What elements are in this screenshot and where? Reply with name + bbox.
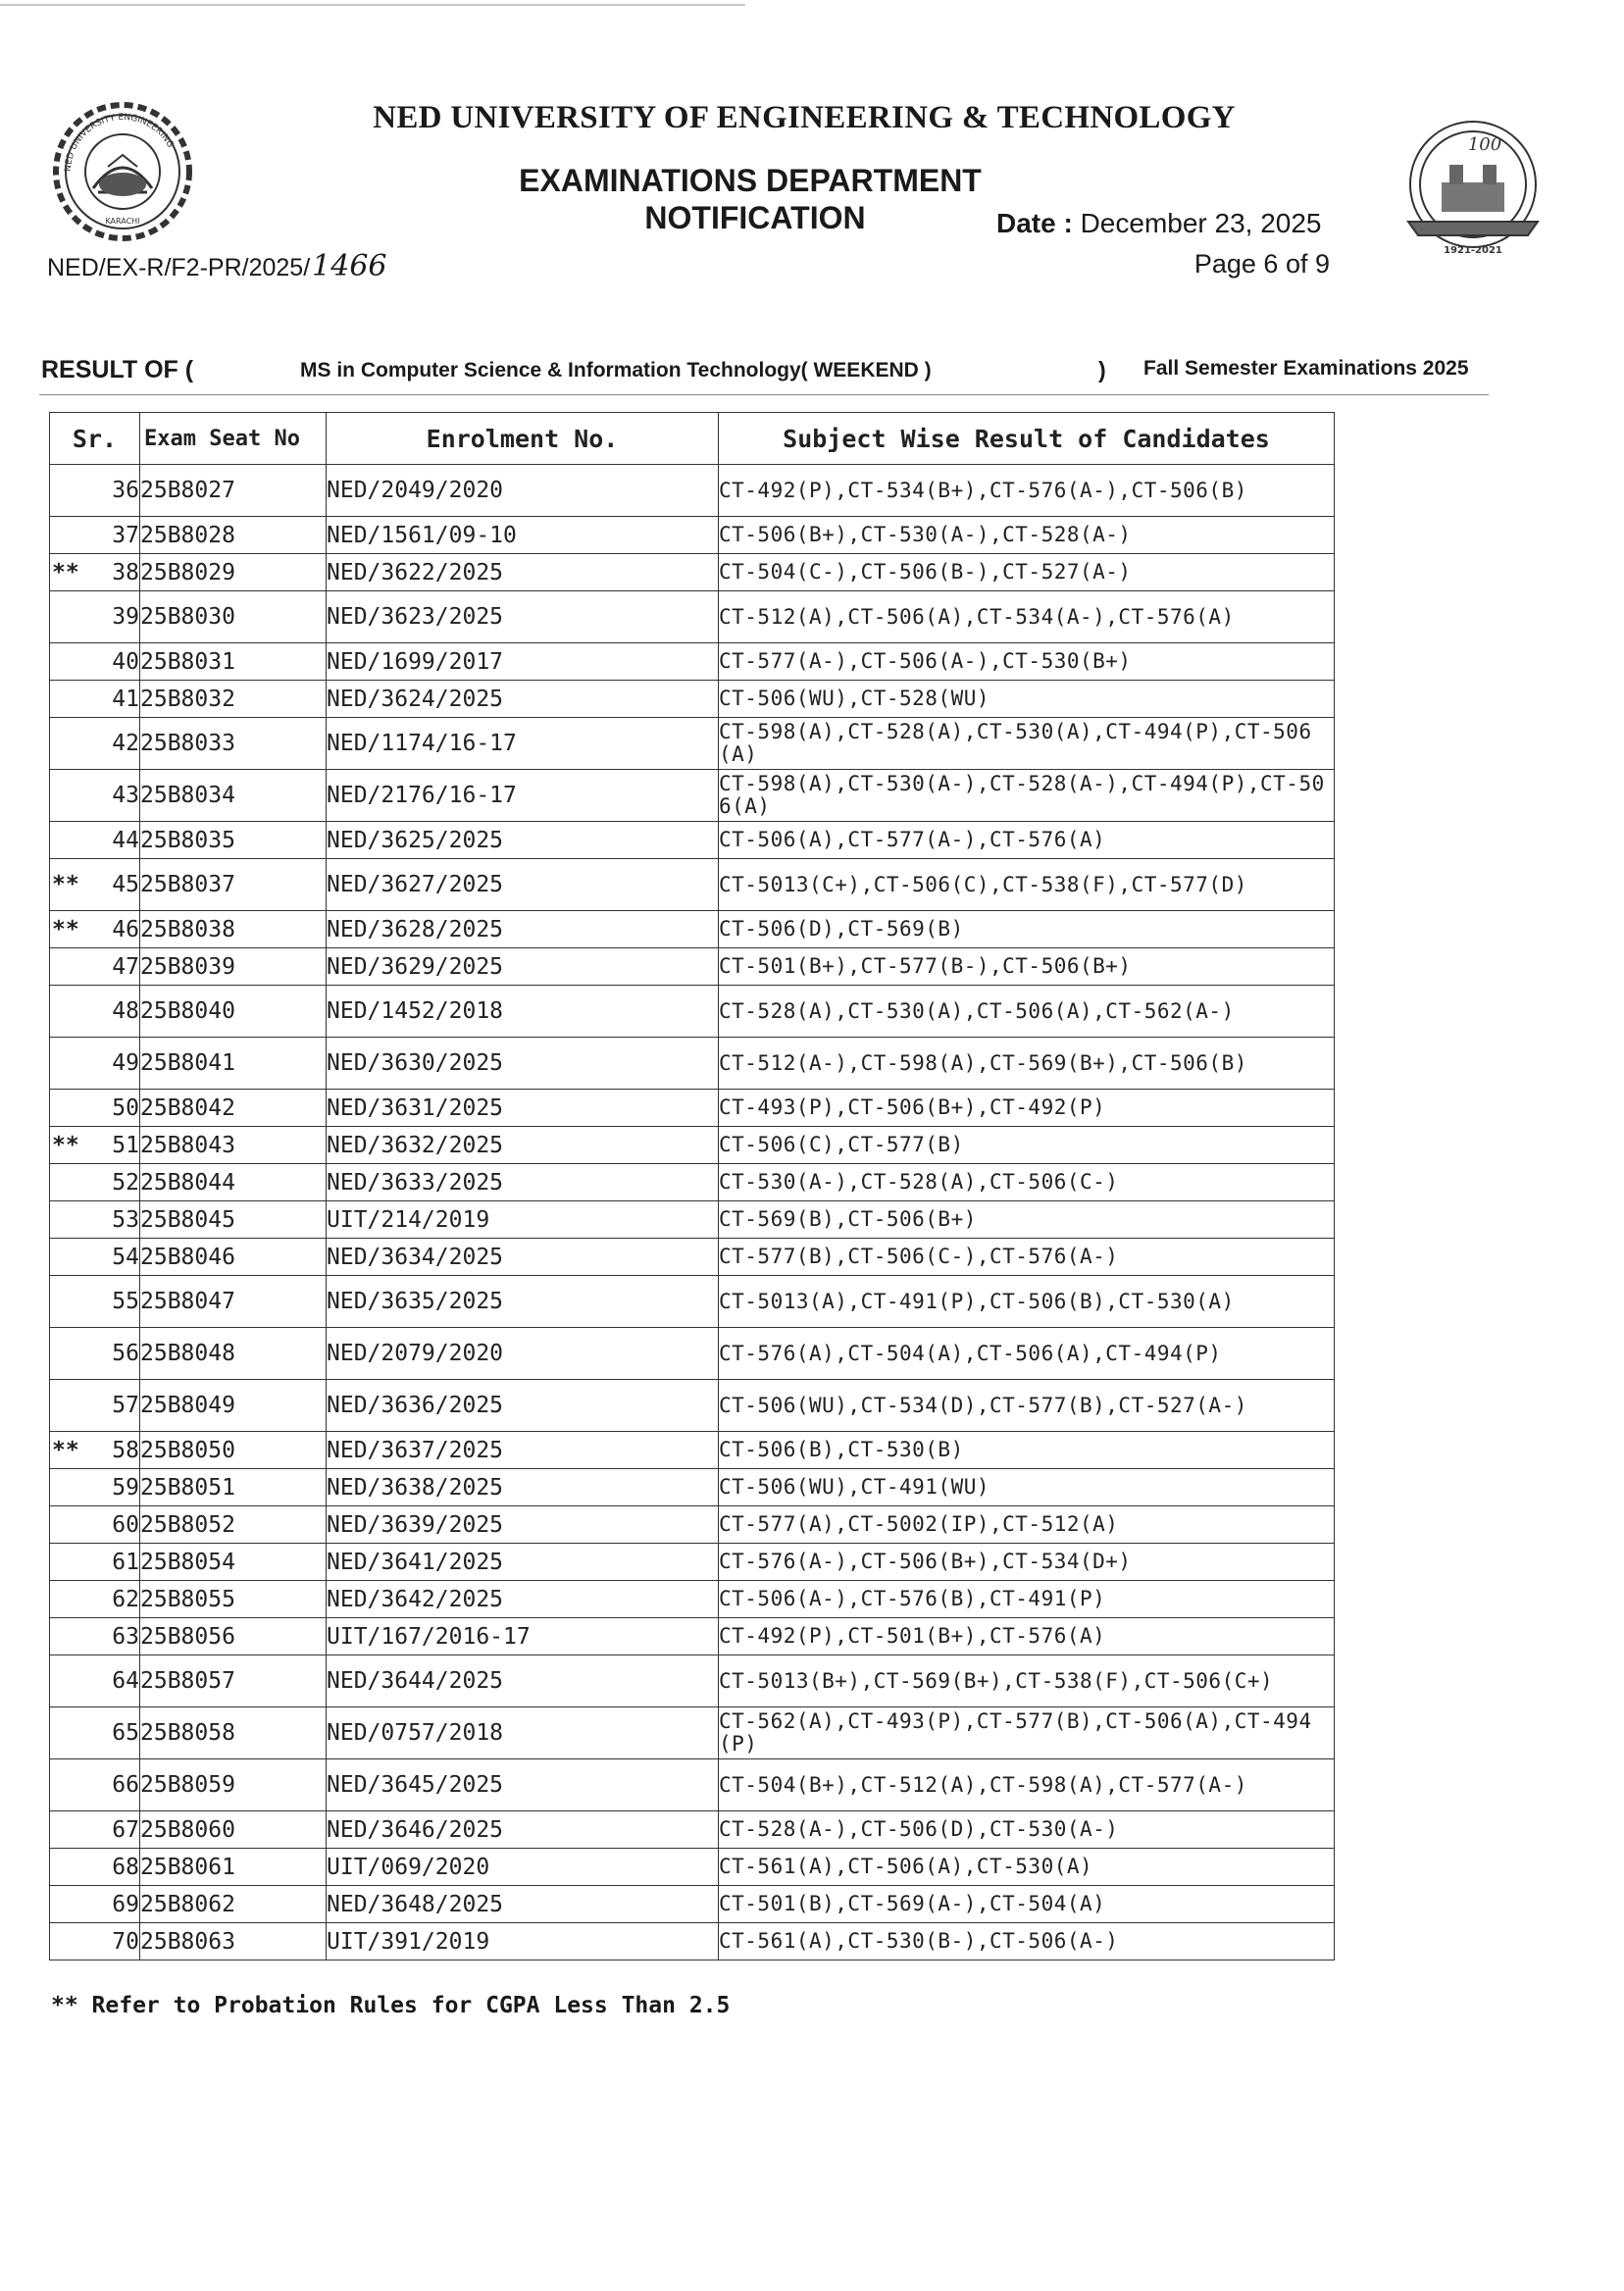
cell-sr <box>50 1506 140 1544</box>
cell-exam-seat-no: 25B8055 <box>140 1581 327 1618</box>
cell-subject-result: CT-562(A),CT-493(P),CT-577(B),CT-506(A),CT-494(P) <box>719 1707 1335 1759</box>
table-header-row <box>50 413 1335 465</box>
cell-enrolment-no: NED/3648/2025 <box>327 1886 719 1923</box>
serial-number: 51 <box>112 1132 139 1158</box>
cell-enrolment-no: NED/3634/2025 <box>327 1239 719 1276</box>
cell-sr <box>50 1201 140 1239</box>
cell-sr <box>50 1380 140 1432</box>
cell-sr <box>50 1328 140 1380</box>
serial-number: 44 <box>112 827 139 853</box>
date-label: Date : <box>996 208 1073 238</box>
cell-enrolment-no: NED/3629/2025 <box>327 948 719 986</box>
table-row <box>50 1655 1335 1707</box>
table-row <box>50 1469 1335 1506</box>
results-table-body <box>50 465 1335 1960</box>
cell-exam-seat-no: 25B8039 <box>140 948 327 986</box>
date-line <box>996 208 1330 239</box>
cell-enrolment-no: UIT/167/2016-17 <box>327 1618 719 1655</box>
probation-mark: ** <box>52 1132 79 1158</box>
table-row <box>50 517 1335 554</box>
cell-sr <box>50 1618 140 1655</box>
serial-number: 66 <box>112 1772 139 1798</box>
cell-exam-seat-no: 25B8048 <box>140 1328 327 1380</box>
table-row <box>50 1759 1335 1811</box>
cell-sr <box>50 1759 140 1811</box>
cell-exam-seat-no: 25B8033 <box>140 718 327 770</box>
table-row <box>50 718 1335 770</box>
cell-enrolment-no: NED/3625/2025 <box>327 822 719 859</box>
cell-exam-seat-no: 25B8042 <box>140 1090 327 1127</box>
cell-exam-seat-no: 25B8029 <box>140 554 327 591</box>
cell-exam-seat-no: 25B8028 <box>140 517 327 554</box>
serial-number: 54 <box>112 1244 139 1270</box>
cell-sr <box>50 1038 140 1090</box>
result-of-label: RESULT OF ( <box>41 356 194 383</box>
serial-number: 68 <box>112 1854 139 1880</box>
table-row <box>50 1276 1335 1328</box>
table-row <box>50 1849 1335 1886</box>
scan-edge-line <box>0 4 745 6</box>
cell-subject-result: CT-569(B),CT-506(B+) <box>719 1201 1335 1239</box>
cell-subject-result: CT-506(A-),CT-576(B),CT-491(P) <box>719 1581 1335 1618</box>
cell-subject-result: CT-512(A),CT-506(A),CT-534(A-),CT-576(A) <box>719 591 1335 643</box>
serial-number: 38 <box>112 559 139 585</box>
header-exam-seat-no: Exam Seat No <box>140 413 327 465</box>
cell-subject-result: CT-561(A),CT-506(A),CT-530(A) <box>719 1849 1335 1886</box>
serial-number: 49 <box>112 1050 139 1076</box>
result-of-close-paren: ) <box>1098 357 1106 382</box>
cell-sr <box>50 822 140 859</box>
svg-text:100: 100 <box>1467 134 1502 155</box>
cell-subject-result: CT-506(WU),CT-528(WU) <box>719 681 1335 718</box>
probation-mark: ** <box>52 916 79 942</box>
cell-enrolment-no: NED/3641/2025 <box>327 1544 719 1581</box>
table-row <box>50 770 1335 822</box>
serial-number: 70 <box>112 1928 139 1955</box>
cell-exam-seat-no: 25B8049 <box>140 1380 327 1432</box>
serial-number: 39 <box>112 604 139 630</box>
cell-enrolment-no: NED/3642/2025 <box>327 1581 719 1618</box>
department-name: EXAMINATIONS DEPARTMENT <box>519 163 982 198</box>
notification-title: NOTIFICATION <box>644 200 866 235</box>
cell-sr <box>50 1239 140 1276</box>
serial-number: 41 <box>112 686 139 712</box>
table-row <box>50 1328 1335 1380</box>
cell-subject-result: CT-493(P),CT-506(B+),CT-492(P) <box>719 1090 1335 1127</box>
cell-sr <box>50 1164 140 1201</box>
cell-subject-result: CT-506(B+),CT-530(A-),CT-528(A-) <box>719 517 1335 554</box>
table-row <box>50 554 1335 591</box>
table-row <box>50 1090 1335 1127</box>
serial-number: 37 <box>112 522 139 548</box>
cell-exam-seat-no: 25B8056 <box>140 1618 327 1655</box>
cell-exam-seat-no: 25B8031 <box>140 643 327 681</box>
cell-exam-seat-no: 25B8034 <box>140 770 327 822</box>
svg-text:NED UNIVERSITY ENGINEERING: NED UNIVERSITY ENGINEERING <box>63 112 176 173</box>
table-row <box>50 986 1335 1038</box>
cell-enrolment-no: NED/3635/2025 <box>327 1276 719 1328</box>
cell-sr <box>50 1432 140 1469</box>
header-divider <box>39 394 1489 395</box>
cell-exam-seat-no: 25B8058 <box>140 1707 327 1759</box>
cell-enrolment-no: NED/1561/09-10 <box>327 517 719 554</box>
cell-subject-result: CT-506(WU),CT-491(WU) <box>719 1469 1335 1506</box>
serial-number: 47 <box>112 953 139 980</box>
cell-exam-seat-no: 25B8054 <box>140 1544 327 1581</box>
cell-subject-result: CT-492(P),CT-534(B+),CT-576(A-),CT-506(B) <box>719 465 1335 517</box>
university-name: NED UNIVERSITY OF ENGINEERING & TECHNOLOGY <box>373 100 1236 135</box>
serial-number: 57 <box>112 1393 139 1418</box>
cell-sr <box>50 1544 140 1581</box>
cell-sr <box>50 643 140 681</box>
cell-sr <box>50 1469 140 1506</box>
cell-subject-result: CT-506(B),CT-530(B) <box>719 1432 1335 1469</box>
serial-number: 58 <box>112 1437 139 1463</box>
cell-sr <box>50 1707 140 1759</box>
cell-subject-result: CT-506(WU),CT-534(D),CT-577(B),CT-527(A-) <box>719 1380 1335 1432</box>
cell-enrolment-no: NED/3627/2025 <box>327 859 719 911</box>
cell-subject-result: CT-492(P),CT-501(B+),CT-576(A) <box>719 1618 1335 1655</box>
cell-enrolment-no: NED/0757/2018 <box>327 1707 719 1759</box>
cell-subject-result: CT-5013(B+),CT-569(B+),CT-538(F),CT-506(C+) <box>719 1655 1335 1707</box>
cell-enrolment-no: NED/3630/2025 <box>327 1038 719 1090</box>
page-number: Page 6 of 9 <box>1193 249 1330 279</box>
serial-number: 59 <box>112 1474 139 1501</box>
cell-sr <box>50 1849 140 1886</box>
cell-enrolment-no: NED/3633/2025 <box>327 1164 719 1201</box>
cell-exam-seat-no: 25B8037 <box>140 859 327 911</box>
svg-text:1921-2021: 1921-2021 <box>1444 245 1502 256</box>
cell-exam-seat-no: 25B8059 <box>140 1759 327 1811</box>
cell-enrolment-no: NED/3646/2025 <box>327 1811 719 1849</box>
table-row <box>50 1581 1335 1618</box>
table-row <box>50 465 1335 517</box>
cell-enrolment-no: UIT/214/2019 <box>327 1201 719 1239</box>
cell-enrolment-no: NED/2049/2020 <box>327 465 719 517</box>
cell-subject-result: CT-501(B),CT-569(A-),CT-504(A) <box>719 1886 1335 1923</box>
serial-number: 53 <box>112 1206 139 1233</box>
table-row <box>50 859 1335 911</box>
cell-enrolment-no: NED/2079/2020 <box>327 1328 719 1380</box>
serial-number: 36 <box>112 478 139 503</box>
cell-exam-seat-no: 25B8050 <box>140 1432 327 1469</box>
cell-sr <box>50 1655 140 1707</box>
cell-exam-seat-no: 25B8030 <box>140 591 327 643</box>
ned-centenary-seal-right <box>1391 106 1555 271</box>
cell-enrolment-no: NED/1699/2017 <box>327 643 719 681</box>
reference-handwritten: 1466 <box>312 249 387 283</box>
cell-enrolment-no: NED/3628/2025 <box>327 911 719 948</box>
program-name: MS in Computer Science & Information Technology( WEEKEND ) <box>300 359 932 382</box>
table-row <box>50 1923 1335 1960</box>
cell-sr <box>50 911 140 948</box>
cell-exam-seat-no: 25B8061 <box>140 1849 327 1886</box>
cell-exam-seat-no: 25B8062 <box>140 1886 327 1923</box>
table-row <box>50 1239 1335 1276</box>
cell-exam-seat-no: 25B8041 <box>140 1038 327 1090</box>
cell-sr <box>50 465 140 517</box>
cell-sr <box>50 859 140 911</box>
serial-number: 69 <box>112 1891 139 1917</box>
cell-sr <box>50 1581 140 1618</box>
cell-subject-result: CT-598(A),CT-528(A),CT-530(A),CT-494(P),CT-506(A) <box>719 718 1335 770</box>
cell-sr <box>50 1090 140 1127</box>
cell-exam-seat-no: 25B8051 <box>140 1469 327 1506</box>
cell-exam-seat-no: 25B8060 <box>140 1811 327 1849</box>
cell-sr <box>50 517 140 554</box>
table-row <box>50 911 1335 948</box>
table-row <box>50 1544 1335 1581</box>
cell-sr <box>50 1886 140 1923</box>
cell-enrolment-no: NED/3639/2025 <box>327 1506 719 1544</box>
cell-subject-result: CT-577(A-),CT-506(A-),CT-530(B+) <box>719 643 1335 681</box>
cell-sr <box>50 1127 140 1164</box>
cell-enrolment-no: NED/3624/2025 <box>327 681 719 718</box>
cell-exam-seat-no: 25B8047 <box>140 1276 327 1328</box>
table-row <box>50 948 1335 986</box>
cell-sr <box>50 948 140 986</box>
header-enrolment-no: Enrolment No. <box>327 413 719 465</box>
serial-number: 65 <box>112 1720 139 1746</box>
cell-enrolment-no: UIT/391/2019 <box>327 1923 719 1960</box>
probation-mark: ** <box>52 1437 79 1463</box>
cell-exam-seat-no: 25B8038 <box>140 911 327 948</box>
semester-name: Fall Semester Examinations 2025 <box>1143 357 1469 380</box>
cell-sr <box>50 554 140 591</box>
svg-text:KARACHI: KARACHI <box>105 217 140 226</box>
cell-subject-result: CT-5013(A),CT-491(P),CT-506(B),CT-530(A) <box>719 1276 1335 1328</box>
ned-university-seal-left <box>49 98 196 245</box>
serial-number: 52 <box>112 1169 139 1196</box>
serial-number: 43 <box>112 783 139 808</box>
cell-exam-seat-no: 25B8040 <box>140 986 327 1038</box>
cell-exam-seat-no: 25B8063 <box>140 1923 327 1960</box>
table-row <box>50 1811 1335 1849</box>
cell-sr <box>50 591 140 643</box>
table-row <box>50 1886 1335 1923</box>
serial-number: 48 <box>112 998 139 1024</box>
probation-mark: ** <box>52 872 79 897</box>
cell-subject-result: CT-598(A),CT-530(A-),CT-528(A-),CT-494(P),CT-506(A) <box>719 770 1335 822</box>
cell-sr <box>50 770 140 822</box>
serial-number: 45 <box>112 872 139 897</box>
serial-number: 42 <box>112 731 139 756</box>
results-table <box>49 412 1335 1960</box>
table-row <box>50 1038 1335 1090</box>
table-row <box>50 643 1335 681</box>
serial-number: 55 <box>112 1289 139 1314</box>
cell-exam-seat-no: 25B8044 <box>140 1164 327 1201</box>
serial-number: 50 <box>112 1095 139 1121</box>
cell-subject-result: CT-530(A-),CT-528(A),CT-506(C-) <box>719 1164 1335 1201</box>
cell-enrolment-no: NED/3631/2025 <box>327 1090 719 1127</box>
cell-subject-result: CT-528(A-),CT-506(D),CT-530(A-) <box>719 1811 1335 1849</box>
cell-subject-result: CT-5013(C+),CT-506(C),CT-538(F),CT-577(D) <box>719 859 1335 911</box>
cell-exam-seat-no: 25B8032 <box>140 681 327 718</box>
table-row <box>50 1432 1335 1469</box>
probation-mark: ** <box>52 559 79 585</box>
cell-subject-result: CT-577(B),CT-506(C-),CT-576(A-) <box>719 1239 1335 1276</box>
table-row <box>50 1164 1335 1201</box>
table-row <box>50 1201 1335 1239</box>
cell-enrolment-no: NED/1452/2018 <box>327 986 719 1038</box>
serial-number: 64 <box>112 1668 139 1694</box>
cell-subject-result: CT-577(A),CT-5002(IP),CT-512(A) <box>719 1506 1335 1544</box>
cell-subject-result: CT-501(B+),CT-577(B-),CT-506(B+) <box>719 948 1335 986</box>
table-row <box>50 1506 1335 1544</box>
cell-enrolment-no: NED/3636/2025 <box>327 1380 719 1432</box>
date-value: December 23, 2025 <box>1080 208 1322 238</box>
serial-number: 67 <box>112 1816 139 1843</box>
cell-subject-result: CT-512(A-),CT-598(A),CT-569(B+),CT-506(B) <box>719 1038 1335 1090</box>
probation-footnote: ** Refer to Probation Rules for CGPA Less Than 2.5 <box>51 1993 731 2018</box>
cell-enrolment-no: NED/1174/16-17 <box>327 718 719 770</box>
table-row <box>50 1707 1335 1759</box>
cell-enrolment-no: NED/3644/2025 <box>327 1655 719 1707</box>
serial-number: 61 <box>112 1549 139 1575</box>
cell-subject-result: CT-576(A-),CT-506(B+),CT-534(D+) <box>719 1544 1335 1581</box>
cell-sr <box>50 986 140 1038</box>
cell-subject-result: CT-506(C),CT-577(B) <box>719 1127 1335 1164</box>
cell-enrolment-no: NED/3623/2025 <box>327 591 719 643</box>
cell-enrolment-no: UIT/069/2020 <box>327 1849 719 1886</box>
cell-exam-seat-no: 25B8057 <box>140 1655 327 1707</box>
cell-exam-seat-no: 25B8043 <box>140 1127 327 1164</box>
cell-subject-result: CT-506(D),CT-569(B) <box>719 911 1335 948</box>
cell-exam-seat-no: 25B8035 <box>140 822 327 859</box>
cell-exam-seat-no: 25B8046 <box>140 1239 327 1276</box>
cell-subject-result: CT-504(C-),CT-506(B-),CT-527(A-) <box>719 554 1335 591</box>
serial-number: 56 <box>112 1341 139 1366</box>
cell-subject-result: CT-506(A),CT-577(A-),CT-576(A) <box>719 822 1335 859</box>
serial-number: 60 <box>112 1511 139 1538</box>
cell-enrolment-no: NED/3632/2025 <box>327 1127 719 1164</box>
table-row <box>50 1127 1335 1164</box>
table-row <box>50 681 1335 718</box>
header-sr: Sr. <box>50 413 140 465</box>
header-subject-result: Subject Wise Result of Candidates <box>719 413 1335 465</box>
cell-sr <box>50 1923 140 1960</box>
cell-enrolment-no: NED/3622/2025 <box>327 554 719 591</box>
cell-exam-seat-no: 25B8027 <box>140 465 327 517</box>
table-row <box>50 1618 1335 1655</box>
cell-exam-seat-no: 25B8045 <box>140 1201 327 1239</box>
table-row <box>50 822 1335 859</box>
reference-number <box>47 249 387 283</box>
serial-number: 40 <box>112 648 139 675</box>
cell-enrolment-no: NED/3638/2025 <box>327 1469 719 1506</box>
cell-enrolment-no: NED/2176/16-17 <box>327 770 719 822</box>
cell-enrolment-no: NED/3637/2025 <box>327 1432 719 1469</box>
cell-subject-result: CT-504(B+),CT-512(A),CT-598(A),CT-577(A-) <box>719 1759 1335 1811</box>
cell-subject-result: CT-528(A),CT-530(A),CT-506(A),CT-562(A-) <box>719 986 1335 1038</box>
cell-enrolment-no: NED/3645/2025 <box>327 1759 719 1811</box>
serial-number: 62 <box>112 1586 139 1612</box>
cell-exam-seat-no: 25B8052 <box>140 1506 327 1544</box>
cell-subject-result: CT-561(A),CT-530(B-),CT-506(A-) <box>719 1923 1335 1960</box>
cell-sr <box>50 681 140 718</box>
cell-sr <box>50 1276 140 1328</box>
table-row <box>50 1380 1335 1432</box>
cell-sr <box>50 718 140 770</box>
serial-number: 63 <box>112 1623 139 1650</box>
reference-code: NED/EX-R/F2-PR/2025/ <box>47 254 311 281</box>
table-row <box>50 591 1335 643</box>
cell-subject-result: CT-576(A),CT-504(A),CT-506(A),CT-494(P) <box>719 1328 1335 1380</box>
cell-sr <box>50 1811 140 1849</box>
serial-number: 46 <box>112 916 139 942</box>
